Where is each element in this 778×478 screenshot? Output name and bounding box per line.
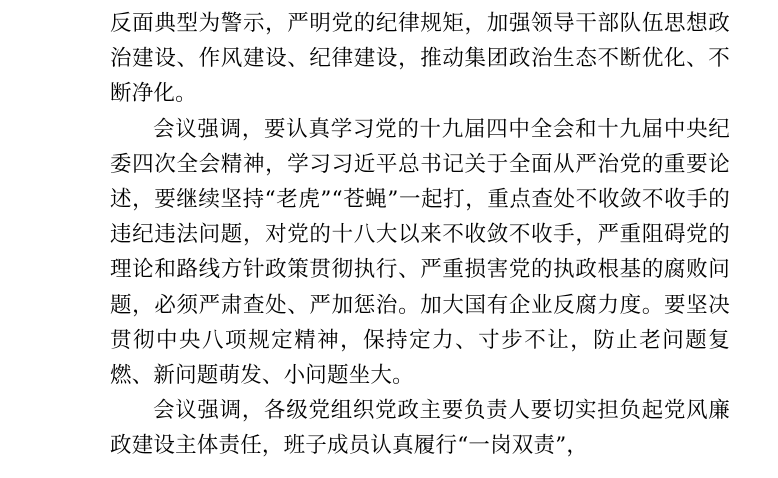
- document-body: [110, 6, 730, 464]
- paragraph-2: 会议强调，要认真学习党的十九届四中全会和十九届中央纪委四次全会精神，学习习近平总书记关于全面从严治党的重要论述，要继续坚持“老虎”“苍蝇”一起打，重点查处不收敛不收手的违纪违法问题，对党的十八大以来不收敛不收手，严重阻碍党的理论和路线方针政策贯彻执行、严重损害党的执政根基的腐败问题，必须严肃查处、严加惩治。加大国有企业反腐力度。要坚决贯彻中央八项规定精神，保持定力、寸步不让，防止老问题复燃、新问题萌发、小问题坐大。: [110, 116, 730, 389]
- paragraph-1: 反面典型为警示，严明党的纪律规矩，加强领导干部队伍思想政治建设、作风建设、纪律建设，推动集团政治生态不断优化、不断净化。: [110, 11, 730, 107]
- paragraph-3: 会议强调，各级党组织党政主要负责人要切实担负起党风廉政建设主体责任，班子成员认真履行“一岗双责”，: [110, 398, 730, 459]
